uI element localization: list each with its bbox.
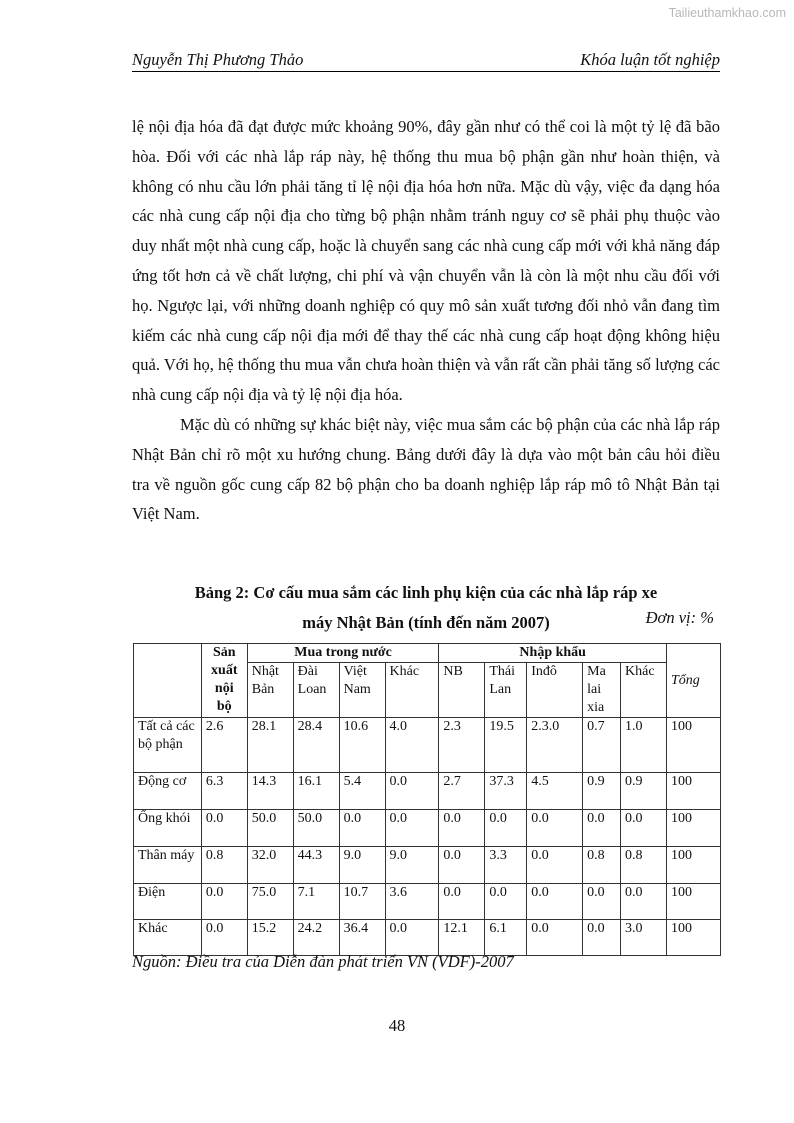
table-cell: 28.4 [293, 718, 339, 773]
row-label: Ống khói [134, 810, 202, 847]
table-cell: 0.0 [201, 810, 247, 847]
table-cell: 37.3 [485, 773, 527, 810]
table-cell: 0.0 [527, 810, 583, 847]
table-cell: 0.0 [485, 810, 527, 847]
page-number: 48 [388, 1016, 406, 1035]
table-cell: 0.9 [621, 773, 667, 810]
table-cell: 50.0 [293, 810, 339, 847]
table-cell: 9.0 [385, 847, 439, 884]
table-corner-cell [134, 644, 202, 718]
table-cell: 36.4 [339, 920, 385, 956]
header-doc-type: Khóa luận tốt nghiệp [580, 50, 720, 69]
table-cell: 19.5 [485, 718, 527, 773]
table-cell: 0.0 [339, 810, 385, 847]
table-cell: 0.0 [385, 810, 439, 847]
col-header: Khác [621, 663, 667, 718]
table-cell: 6.1 [485, 920, 527, 956]
watermark: Tailieuthamkhao.com [668, 6, 786, 20]
col-header: Đài Loan [293, 663, 339, 718]
table-cell: 10.7 [339, 884, 385, 920]
table-cell: 1.0 [621, 718, 667, 773]
table-cell: 0.0 [201, 884, 247, 920]
col-header-total: Tổng [666, 644, 720, 718]
table-row [134, 718, 721, 773]
table-cell: 100 [666, 773, 720, 810]
table-cell: 100 [666, 920, 720, 956]
table-cell: 7.1 [293, 884, 339, 920]
table-row [134, 773, 721, 810]
table-unit: Đơn vị: % [645, 608, 714, 627]
row-label: Tất cả các bộ phận [134, 718, 202, 773]
body-text [132, 112, 720, 529]
table-cell: 3.0 [621, 920, 667, 956]
row-label: Thân máy [134, 847, 202, 884]
col-header: Khác [385, 663, 439, 718]
col-header: Thái Lan [485, 663, 527, 718]
table-cell: 0.0 [583, 920, 621, 956]
table-cell: 0.0 [439, 810, 485, 847]
table-cell: 15.2 [247, 920, 293, 956]
col-header: Việt Nam [339, 663, 385, 718]
header-author: Nguyễn Thị Phương Thảo [132, 50, 304, 69]
table-cell: 12.1 [439, 920, 485, 956]
col-group-import: Nhập khẩu [439, 644, 667, 663]
col-header: Ma lai xia [583, 663, 621, 718]
table-cell: 0.8 [201, 847, 247, 884]
table-cell: 44.3 [293, 847, 339, 884]
table-cell: 0.0 [527, 847, 583, 884]
table-cell: 6.3 [201, 773, 247, 810]
table-source: Nguồn: Điều tra của Diễn đàn phát triển VN (VDF)-2007 [132, 952, 514, 971]
table-cell: 0.8 [583, 847, 621, 884]
table-cell: 16.1 [293, 773, 339, 810]
table-cell: 100 [666, 718, 720, 773]
table-cell: 0.0 [583, 884, 621, 920]
table-cell: 2.7 [439, 773, 485, 810]
table-cell: 0.0 [527, 920, 583, 956]
col-group-domestic: Mua trong nước [247, 644, 439, 663]
sourcing-table [133, 643, 721, 956]
table-title [132, 578, 720, 638]
table-cell: 100 [666, 847, 720, 884]
table-cell: 0.0 [439, 884, 485, 920]
table-cell: 0.0 [621, 810, 667, 847]
table-cell: 10.6 [339, 718, 385, 773]
table-cell: 0.0 [385, 773, 439, 810]
table-cell: 28.1 [247, 718, 293, 773]
table-cell: 0.0 [621, 884, 667, 920]
table-cell: 3.3 [485, 847, 527, 884]
table-cell: 24.2 [293, 920, 339, 956]
table-cell: 0.0 [485, 884, 527, 920]
table-cell: 0.7 [583, 718, 621, 773]
table-cell: 2.6 [201, 718, 247, 773]
table-title-line: máy Nhật Bản (tính đến năm 2007) [302, 613, 550, 632]
table-cell: 2.3 [439, 718, 485, 773]
table-row [134, 884, 721, 920]
table-cell: 4.5 [527, 773, 583, 810]
table-cell: 5.4 [339, 773, 385, 810]
table-cell: 3.6 [385, 884, 439, 920]
table-cell: 0.0 [439, 847, 485, 884]
table-cell: 0.0 [527, 884, 583, 920]
table-cell: 0.0 [385, 920, 439, 956]
table-row [134, 847, 721, 884]
page-header [132, 50, 720, 72]
row-label: Khác [134, 920, 202, 956]
table-title-line: Bảng 2: Cơ cấu mua sắm các linh phụ kiện của các nhà lắp ráp xe [194, 583, 658, 602]
col-header-in-house: Sản xuất nội bộ [201, 644, 247, 718]
col-header: Nhật Bản [247, 663, 293, 718]
paragraph: lệ nội địa hóa đã đạt được mức khoảng 90%, đây gần như có thể coi là một tỷ lệ đã bão hòa. Đối với các nhà lắp ráp này, hệ thống thu mua bộ phận gần như hoàn thiện, và không có nhu cầu lớn phải tăng tỉ lệ nội địa hóa hơn nữa. Mặc dù vậy, việc đa dạng hóa các nhà cung cấp nội địa cho từng bộ phận nhằm tránh nguy cơ sẽ phải phụ thuộc vào duy nhất một nhà cung cấp, hoặc là chuyển sang các nhà cung cấp mới với khả năng đáp ứng tốt hơn cả về chất lượng, chi phí và vận chuyển vẫn là còn là một nhu cầu đối với họ. Ngược lại, với những doanh nghiệp có quy mô sản xuất tương đối nhỏ vẫn đang tìm kiếm các nhà cung cấp nội địa mới để thay thế các nhà cung cấp hoạt động không hiệu quả. Với họ, hệ thống thu mua vẫn chưa hoàn thiện và vẫn rất cần phải tăng số lượng các nhà cung cấp nội địa và tỷ lệ nội địa hóa. [132, 117, 720, 405]
table-cell: 100 [666, 884, 720, 920]
table-cell: 32.0 [247, 847, 293, 884]
table-cell: 0.0 [583, 810, 621, 847]
col-header: Inđô [527, 663, 583, 718]
table-cell: 75.0 [247, 884, 293, 920]
table-cell: 0.9 [583, 773, 621, 810]
table-cell: 9.0 [339, 847, 385, 884]
table-cell: 2.3.0 [527, 718, 583, 773]
table-cell: 14.3 [247, 773, 293, 810]
row-label: Điện [134, 884, 202, 920]
row-label: Động cơ [134, 773, 202, 810]
table-cell: 50.0 [247, 810, 293, 847]
table-cell: 0.0 [201, 920, 247, 956]
col-header: NB [439, 663, 485, 718]
table-row [134, 920, 721, 956]
paragraph: Mặc dù có những sự khác biệt này, việc mua sắm các bộ phận của các nhà lắp ráp Nhật Bản chỉ rõ một xu hướng chung. Bảng dưới đây là dựa vào một bản câu hỏi điều tra về nguồn gốc cung cấp 82 bộ phận cho ba doanh nghiệp lắp ráp mô tô Nhật Bản tại Việt Nam. [132, 414, 720, 524]
table-row [134, 810, 721, 847]
table-header-row [134, 644, 721, 663]
table-cell: 4.0 [385, 718, 439, 773]
table-cell: 100 [666, 810, 720, 847]
table-cell: 0.8 [621, 847, 667, 884]
